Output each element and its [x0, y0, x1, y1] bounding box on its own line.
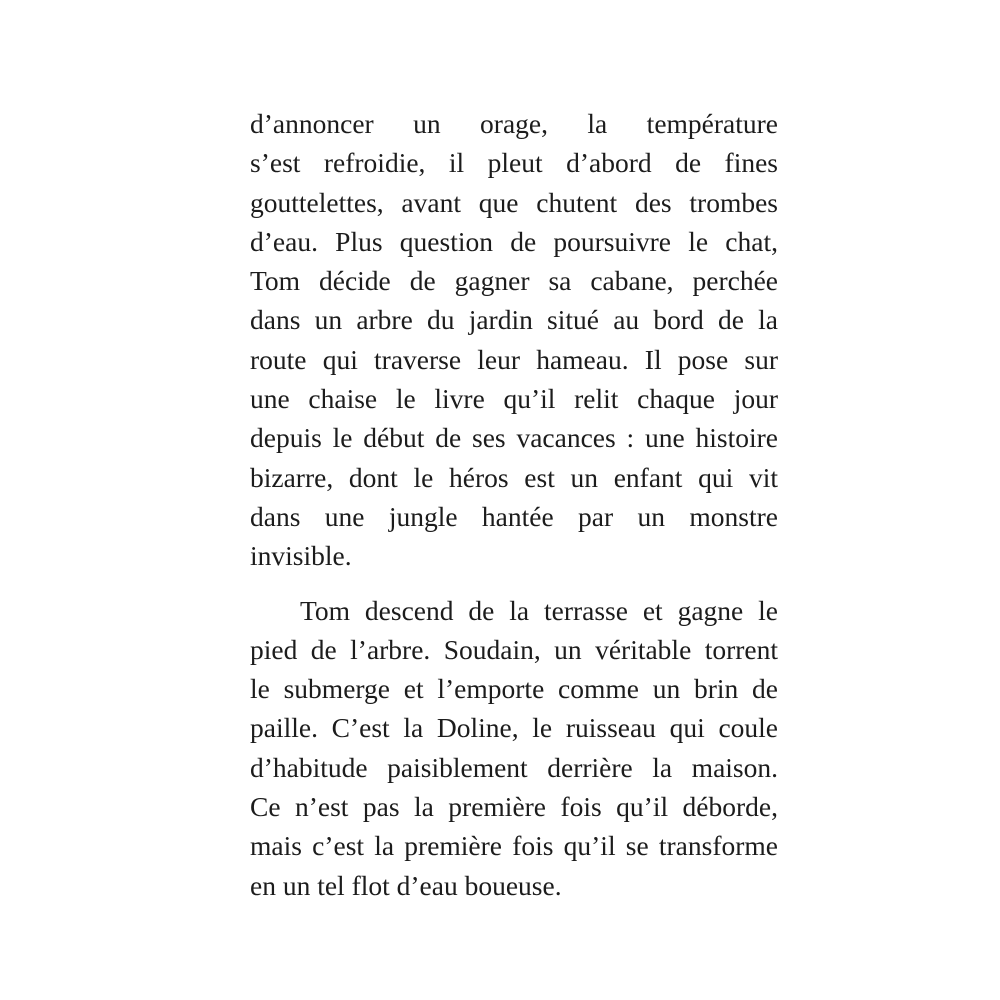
body-text	[250, 104, 778, 905]
paragraph-2	[250, 591, 778, 905]
text-line: paille. C’est la Doline, le ruisseau qui coule	[250, 712, 778, 744]
text-line: dans un arbre du jardin situé au bord de la	[250, 304, 778, 336]
text-line: bizarre, dont le héros est un enfant qui vit	[250, 461, 778, 493]
text-line: le submerge et l’emporte comme un brin de	[250, 673, 778, 705]
text-line: une chaise le livre qu’il relit chaque jour	[250, 383, 778, 415]
text-line-first: Tom descend de la terrasse et gagne le	[300, 594, 778, 626]
text-line: route qui traverse leur hameau. Il pose sur	[250, 343, 778, 375]
text-line: d’eau. Plus question de poursuivre le chat,	[250, 225, 778, 257]
text-line: d’habitude paisiblement derrière la maison.	[250, 751, 778, 783]
text-line-last: invisible.	[250, 540, 352, 572]
text-line: Tom décide de gagner sa cabane, perchée	[250, 265, 778, 297]
text-line: s’est refroidie, il pleut d’abord de fines	[250, 147, 778, 179]
text-line: dans une jungle hantée par un monstre	[250, 500, 778, 532]
paragraph-spacer	[250, 576, 778, 591]
text-line: gouttelettes, avant que chutent des trombes	[250, 186, 778, 218]
text-line: pied de l’arbre. Soudain, un véritable torrent	[250, 633, 778, 665]
text-line: Ce n’est pas la première fois qu’il déborde,	[250, 791, 778, 823]
text-line: mais c’est la première fois qu’il se transforme	[250, 830, 778, 862]
text-line-last: en un tel flot d’eau boueuse.	[250, 869, 562, 901]
paragraph-1	[250, 104, 778, 576]
text-line: depuis le début de ses vacances : une histoire	[250, 422, 778, 454]
text-line: d’annoncer un orage, la température	[250, 108, 778, 139]
